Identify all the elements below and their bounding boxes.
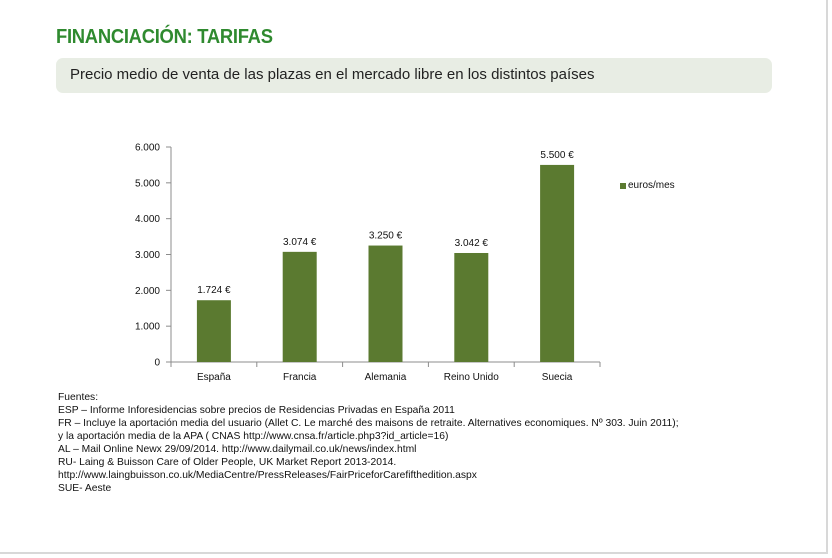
source-line: FR – Incluye la aportación media del usuario (Allet C. Le marché des maisons de retraite. Alternatives economiques. Nº 303. Juin 2011); bbox=[58, 418, 679, 429]
data-label: 1.724 € bbox=[197, 285, 231, 297]
source-line: SUE- Aeste bbox=[58, 483, 112, 494]
x-tick-label: España bbox=[196, 372, 231, 383]
x-tick-label: Reino Unido bbox=[443, 372, 499, 383]
legend-label: euros/mes bbox=[628, 180, 675, 191]
chart-legend bbox=[620, 180, 675, 191]
y-tick-label: 5.000 bbox=[134, 178, 160, 190]
source-line: http://www.laingbuisson.co.uk/MediaCentre/PressReleases/FairPriceforCarefifthedition.aspx bbox=[58, 470, 477, 481]
data-label: 3.074 € bbox=[283, 236, 317, 248]
y-tick-label: 6.000 bbox=[134, 142, 160, 154]
source-line: y la aportación media de la APA ( CNAS http://www.cnsa.fr/article.php3?id_article=16) bbox=[58, 431, 449, 442]
bar bbox=[540, 165, 574, 362]
legend-swatch bbox=[620, 183, 626, 189]
y-tick-label: 1.000 bbox=[134, 321, 160, 333]
source-line: ESP – Informe Inforesidencias sobre precios de Residencias Privadas en España 2011 bbox=[58, 405, 455, 416]
x-tick-label: Francia bbox=[283, 372, 317, 383]
bar bbox=[283, 252, 317, 362]
y-tick-label: 3.000 bbox=[134, 250, 160, 261]
sources-heading: Fuentes: bbox=[58, 392, 99, 403]
bar bbox=[454, 253, 488, 362]
bar bbox=[369, 246, 403, 362]
source-line: RU- Laing & Buisson Care of Older People, UK Market Report 2013-2014. bbox=[58, 457, 397, 468]
bar bbox=[197, 300, 231, 362]
data-label: 3.042 € bbox=[454, 237, 488, 249]
source-line: AL – Mail Online Newx 29/09/2014. http://www.dailymail.co.uk/news/index.html bbox=[58, 444, 417, 455]
data-label: 5.500 € bbox=[540, 149, 574, 161]
sources-list bbox=[58, 391, 679, 495]
x-tick-label: Alemania bbox=[364, 372, 407, 383]
chart-subtitle: Precio medio de venta de las plazas en el mercado libre en los distintos países bbox=[70, 66, 595, 83]
x-tick-label: Suecia bbox=[541, 372, 573, 383]
data-label: 3.250 € bbox=[368, 230, 403, 242]
y-tick-label: 2.000 bbox=[134, 285, 160, 297]
y-tick-label: 4.000 bbox=[134, 214, 160, 226]
page-title: FINANCIACIÓN: TARIFAS bbox=[56, 26, 273, 48]
y-tick-label: 0 bbox=[154, 357, 160, 369]
